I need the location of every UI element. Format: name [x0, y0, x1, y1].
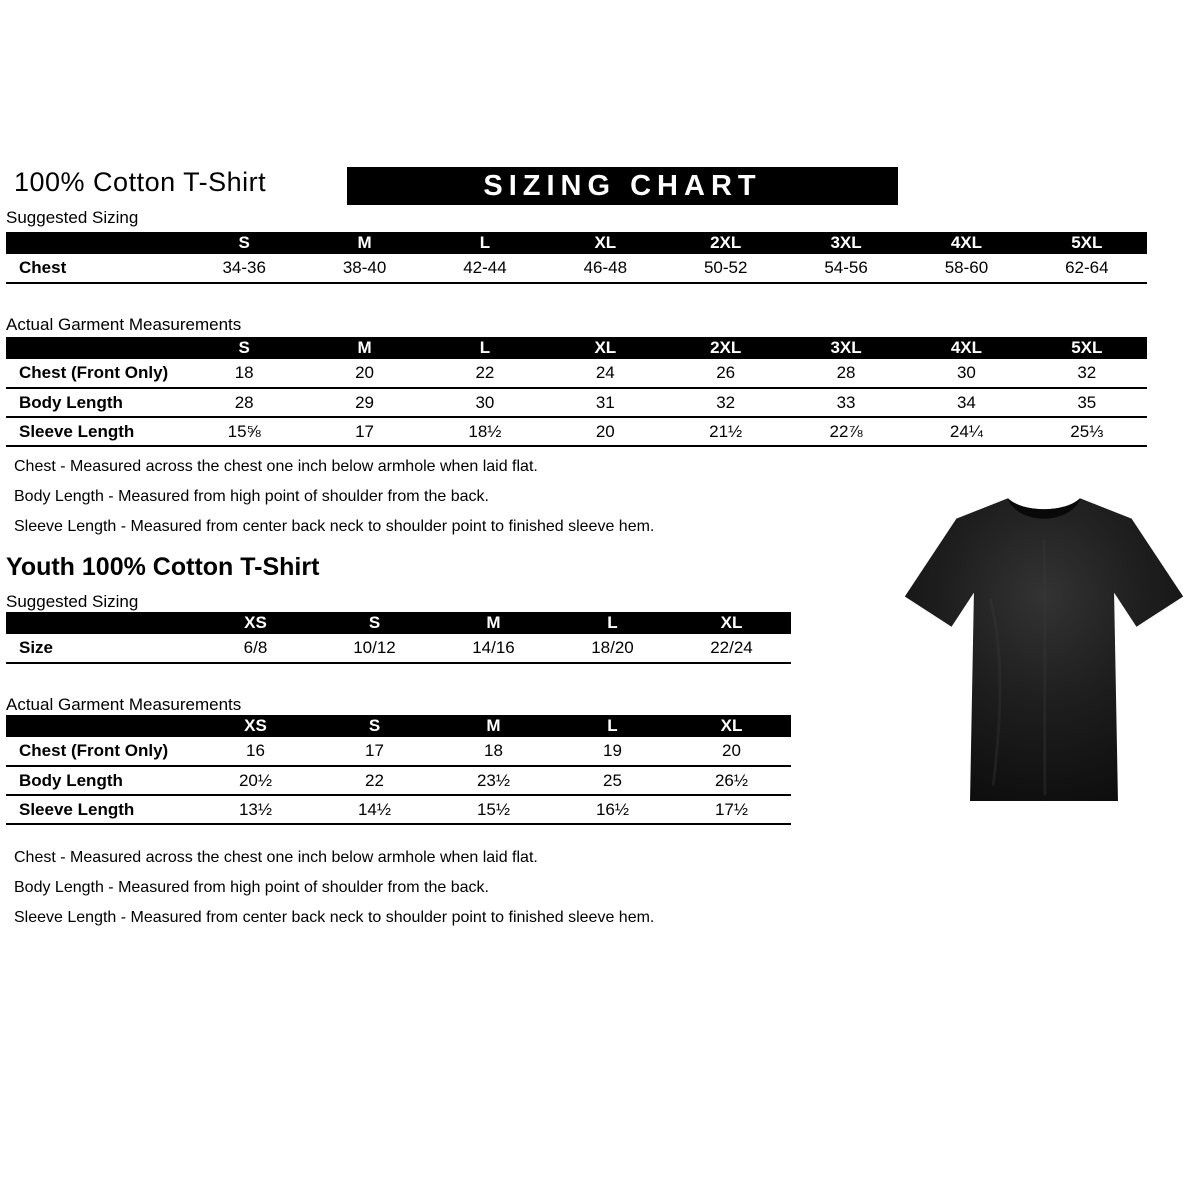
size-column-header: 5XL	[1027, 337, 1147, 359]
youth-section-title: Youth 100% Cotton T-Shirt	[6, 553, 320, 581]
header-corner-cell	[6, 232, 184, 254]
size-column-header: L	[425, 232, 545, 254]
size-column-header: S	[315, 715, 434, 737]
measurement-cell: 29	[304, 388, 424, 417]
measurement-cell: 20	[545, 417, 665, 446]
size-column-header: S	[184, 232, 304, 254]
header-corner-cell	[6, 715, 196, 737]
youth-measurement-notes	[14, 843, 654, 933]
size-column-header: M	[434, 612, 553, 634]
size-column-header: XL	[545, 232, 665, 254]
measurement-cell: 30	[906, 359, 1026, 388]
measurement-cell: 17	[304, 417, 424, 446]
measurement-cell: 28	[184, 388, 304, 417]
measurement-cell: 17½	[672, 795, 791, 824]
measurement-cell: 34	[906, 388, 1026, 417]
measurement-cell: 18½	[425, 417, 545, 446]
measurement-cell: 18	[184, 359, 304, 388]
measurement-cell: 14/16	[434, 634, 553, 663]
measurement-cell: 24	[545, 359, 665, 388]
table-row	[6, 254, 1147, 283]
size-column-header: L	[553, 715, 672, 737]
adult-measurement-notes	[14, 452, 654, 542]
measurement-cell: 34-36	[184, 254, 304, 283]
measurement-cell: 14½	[315, 795, 434, 824]
table-header-row	[6, 232, 1147, 254]
measurement-cell: 22/24	[672, 634, 791, 663]
measurement-cell: 25⅓	[1027, 417, 1147, 446]
measurement-cell: 16	[196, 737, 315, 766]
size-column-header: S	[315, 612, 434, 634]
measurement-cell: 21½	[666, 417, 786, 446]
row-label: Body Length	[6, 766, 196, 795]
adult-suggested-sizing-table	[6, 232, 1147, 284]
youth-suggested-sizing-table	[6, 612, 791, 664]
header-corner-cell	[6, 612, 196, 634]
size-column-header: L	[425, 337, 545, 359]
adult-section-title: 100% Cotton T-Shirt	[14, 167, 267, 197]
size-column-header: 2XL	[666, 337, 786, 359]
note-body-length: Body Length - Measured from high point of shoulder from the back.	[14, 879, 489, 896]
size-column-header: 4XL	[906, 232, 1026, 254]
size-column-header: XS	[196, 612, 315, 634]
measurement-cell: 26½	[672, 766, 791, 795]
measurement-cell: 19	[553, 737, 672, 766]
row-label: Sleeve Length	[6, 417, 184, 446]
measurement-cell: 25	[553, 766, 672, 795]
tshirt-graphic	[898, 478, 1190, 828]
adult-actual-measurements-label: Actual Garment Measurements	[6, 315, 242, 334]
table-header-row	[6, 612, 791, 634]
measurement-cell: 33	[786, 388, 906, 417]
size-column-header: XL	[672, 612, 791, 634]
measurement-cell: 58-60	[906, 254, 1026, 283]
table-header-row	[6, 715, 791, 737]
measurement-cell: 10/12	[315, 634, 434, 663]
youth-actual-measurements-label: Actual Garment Measurements	[6, 695, 242, 714]
size-column-header: S	[184, 337, 304, 359]
table-row	[6, 766, 791, 795]
adult-actual-measurements-table	[6, 337, 1147, 447]
size-column-header: M	[304, 337, 424, 359]
size-column-header: XL	[545, 337, 665, 359]
size-column-header: M	[434, 715, 553, 737]
measurement-cell: 23½	[434, 766, 553, 795]
size-column-header: 4XL	[906, 337, 1026, 359]
measurement-cell: 20½	[196, 766, 315, 795]
measurement-cell: 28	[786, 359, 906, 388]
measurement-cell: 24¼	[906, 417, 1026, 446]
measurement-cell: 18	[434, 737, 553, 766]
size-column-header: XL	[672, 715, 791, 737]
measurement-cell: 30	[425, 388, 545, 417]
table-row	[6, 417, 1147, 446]
size-column-header: M	[304, 232, 424, 254]
measurement-cell: 22	[425, 359, 545, 388]
row-label: Chest (Front Only)	[6, 359, 184, 388]
size-column-header: 3XL	[786, 232, 906, 254]
table-row	[6, 795, 791, 824]
measurement-cell: 20	[304, 359, 424, 388]
measurement-cell: 38-40	[304, 254, 424, 283]
measurement-cell: 22	[315, 766, 434, 795]
measurement-cell: 26	[666, 359, 786, 388]
measurement-cell: 6/8	[196, 634, 315, 663]
measurement-cell: 54-56	[786, 254, 906, 283]
measurement-cell: 18/20	[553, 634, 672, 663]
size-column-header: L	[553, 612, 672, 634]
table-row	[6, 737, 791, 766]
measurement-cell: 16½	[553, 795, 672, 824]
measurement-cell: 15½	[434, 795, 553, 824]
measurement-cell: 35	[1027, 388, 1147, 417]
youth-actual-measurements-table	[6, 715, 791, 825]
measurement-cell: 31	[545, 388, 665, 417]
measurement-cell: 32	[666, 388, 786, 417]
row-label: Body Length	[6, 388, 184, 417]
table-row	[6, 634, 791, 663]
table-row	[6, 388, 1147, 417]
row-label: Sleeve Length	[6, 795, 196, 824]
measurement-cell: 42-44	[425, 254, 545, 283]
youth-suggested-sizing-label: Suggested Sizing	[6, 592, 139, 611]
size-column-header: 2XL	[666, 232, 786, 254]
table-header-row	[6, 337, 1147, 359]
sizing-chart-banner: SIZING CHART	[347, 167, 898, 205]
measurement-cell: 50-52	[666, 254, 786, 283]
black-tshirt-image	[898, 478, 1190, 828]
measurement-cell: 46-48	[545, 254, 665, 283]
measurement-cell: 32	[1027, 359, 1147, 388]
table-row	[6, 359, 1147, 388]
measurement-cell: 17	[315, 737, 434, 766]
measurement-cell: 22⅞	[786, 417, 906, 446]
note-chest: Chest - Measured across the chest one inch below armhole when laid flat.	[14, 458, 538, 475]
measurement-cell: 62-64	[1027, 254, 1147, 283]
row-label: Chest (Front Only)	[6, 737, 196, 766]
row-label: Chest	[6, 254, 184, 283]
note-sleeve-length: Sleeve Length - Measured from center back neck to shoulder point to finished sleeve hem.	[14, 518, 655, 535]
row-label: Size	[6, 634, 196, 663]
note-chest: Chest - Measured across the chest one inch below armhole when laid flat.	[14, 849, 538, 866]
size-column-header: 5XL	[1027, 232, 1147, 254]
measurement-cell: 20	[672, 737, 791, 766]
adult-suggested-sizing-label: Suggested Sizing	[6, 208, 139, 227]
size-column-header: XS	[196, 715, 315, 737]
size-column-header: 3XL	[786, 337, 906, 359]
header-corner-cell	[6, 337, 184, 359]
measurement-cell: 13½	[196, 795, 315, 824]
note-sleeve-length: Sleeve Length - Measured from center back neck to shoulder point to finished sleeve hem.	[14, 909, 655, 926]
measurement-cell: 15⅝	[184, 417, 304, 446]
note-body-length: Body Length - Measured from high point of shoulder from the back.	[14, 488, 489, 505]
